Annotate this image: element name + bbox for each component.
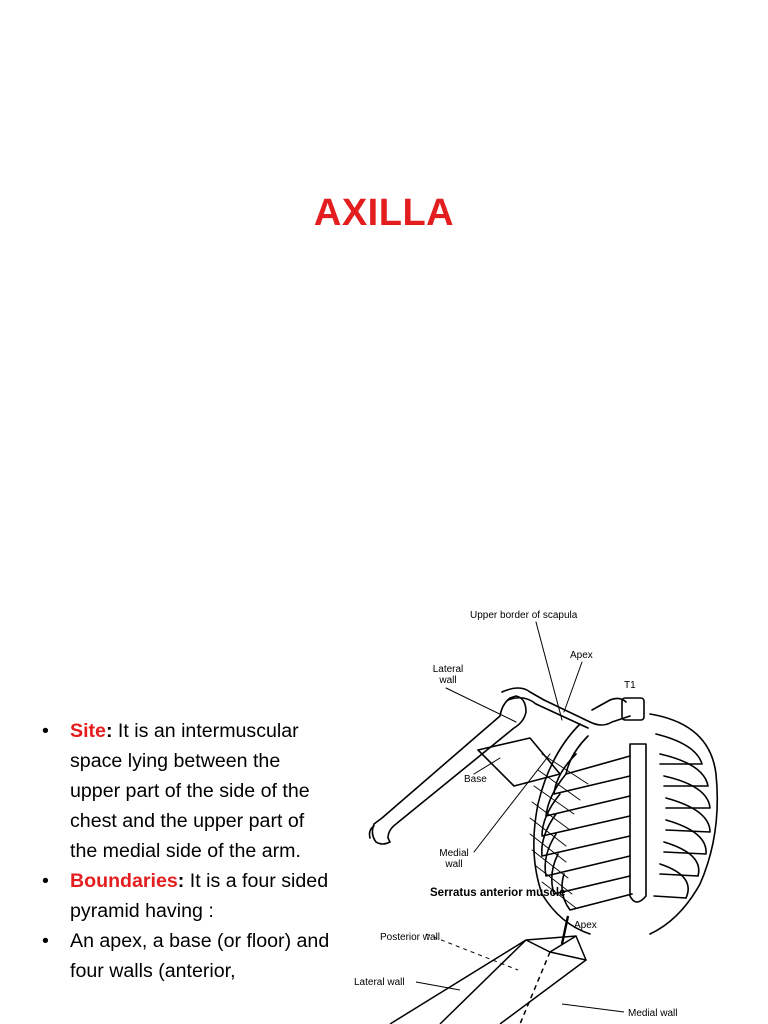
base-outline [478, 738, 560, 786]
bullet-dot: • [42, 720, 49, 742]
bullet-list [40, 716, 330, 986]
bullet-separator: : [105, 720, 113, 742]
label-pyramid-apex: Apex [574, 920, 597, 931]
label-medial-wall: Medial wall [439, 848, 469, 870]
bullet-boundaries [40, 866, 330, 926]
label-t1: T1 [624, 680, 636, 691]
bullet-text-boundaries: It is a four sided pyramid having : [70, 870, 329, 922]
label-pyramid-medial-wall: Medial wall [628, 1008, 678, 1019]
slide-title: AXILLA [313, 192, 455, 234]
bullet-site [40, 716, 330, 866]
bullet-apex-base-walls [40, 926, 330, 986]
bullet-text-site: It is an intermuscular space lying between the upper part of the side of the chest and the upper part of the medial side of the arm. [70, 720, 310, 862]
bullet-dot: • [42, 870, 49, 892]
axilla-figure [330, 604, 736, 1024]
label-base: Base [464, 774, 487, 785]
humerus-bone [370, 696, 527, 844]
figure-caption: Serratus anterior muscle [430, 887, 566, 899]
axilla-diagram [330, 604, 736, 1024]
label-upper-border: Upper border of scapula [470, 610, 578, 621]
bullet-keyword-site: Site [70, 720, 106, 742]
bullet-separator: : [177, 870, 185, 892]
label-pyramid-lateral-wall: Lateral wall [354, 977, 405, 988]
bullet-dot: • [42, 930, 49, 952]
leader-lines [446, 622, 582, 852]
label-apex: Apex [570, 650, 593, 661]
bullet-keyword-boundaries: Boundaries [70, 870, 178, 892]
label-lateral-wall: Lateral wall [432, 664, 464, 686]
bullet-text-walls: An apex, a base (or floor) and four walls (anterior, [70, 930, 330, 982]
label-posterior-wall: Posterior wall [380, 932, 441, 943]
